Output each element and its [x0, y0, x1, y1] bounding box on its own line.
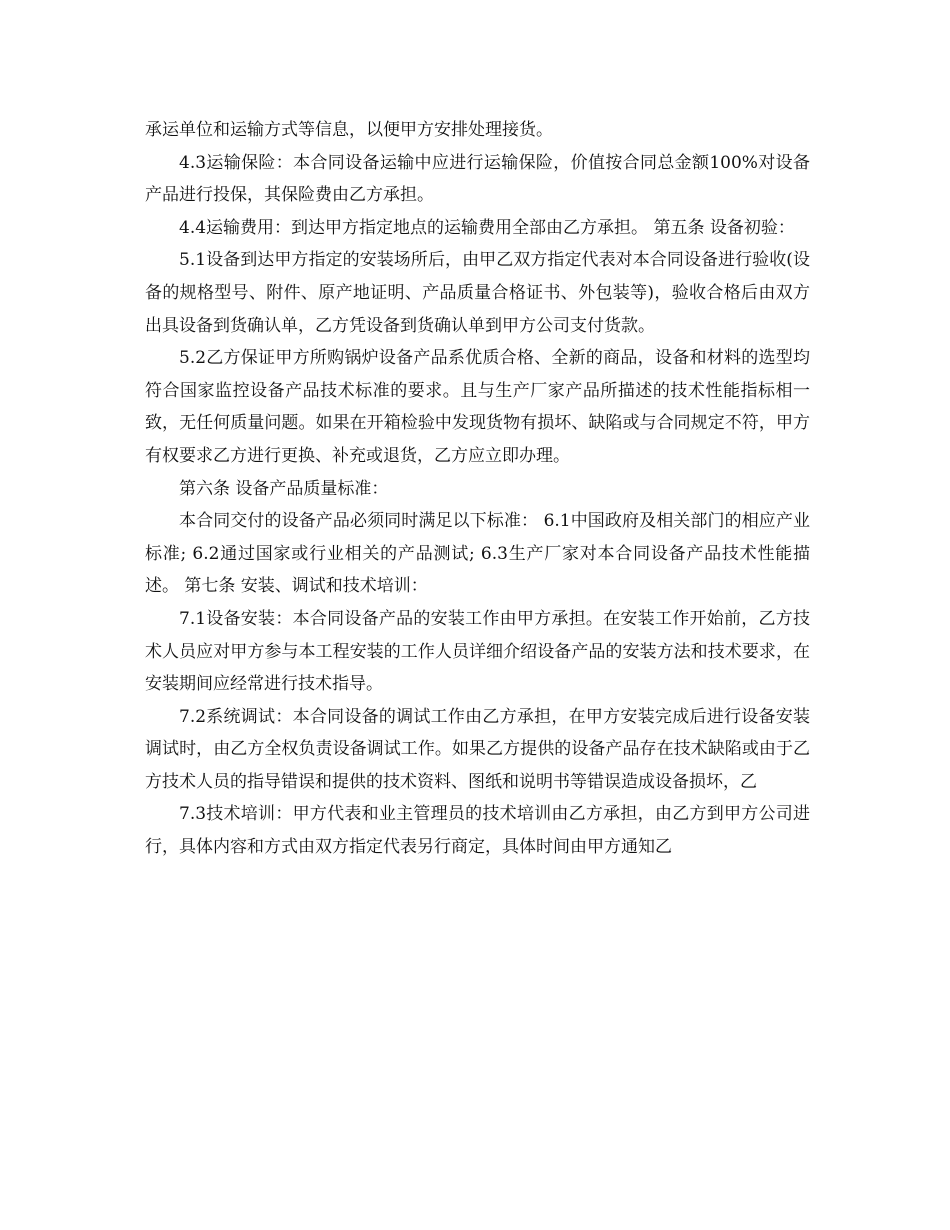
paragraph: 7.1设备安装：本合同设备产品的安装工作由甲方承担。在安装工作开始前，乙方技术人员应对甲方参与本工程安装的工作人员详细介绍设备产品的安装方法和技术要求，在安装期间应经常进行技术指导。 — [145, 608, 810, 695]
paragraph: 5.2乙方保证甲方所购锅炉设备产品系优质合格、全新的商品，设备和材料的选型均符合国家监控设备产品技术标准的要求。且与生产厂家产品所描述的技术性能指标相一致，无任何质量问题。如果在开箱检验中发现货物有损坏、缺陷或与合同规定不符，甲方有权要求乙方进行更换、补充或退货，乙方应立即办理。 — [145, 348, 810, 466]
paragraph: 4.4运输费用：到达甲方指定地点的运输费用全部由乙方承担。 第五条 设备初验： — [179, 217, 795, 238]
paragraph: 承运单位和运输方式等信息，以便甲方安排处理接货。 — [145, 120, 553, 140]
paragraph: 第六条 设备产品质量标准： — [179, 478, 389, 499]
paragraph: 7.2系统调试：本合同设备的调试工作由乙方承担，在甲方安装完成后进行设备安装调试时，由乙方全权负责设备调试工作。如果乙方提供的设备产品存在技术缺陷或由于乙方技术人员的指导错误和提供的技术资料、图纸和说明书等错误造成设备损坏，乙 — [145, 706, 810, 792]
paragraph: 7.3技术培训：甲方代表和业主管理员的技术培训由乙方承担，由乙方到甲方公司进行，具体内容和方式由双方指定代表另行商定，具体时间由甲方通知乙 — [145, 804, 810, 858]
paragraph: 5.1设备到达甲方指定的安装场所后，由甲乙双方指定代表对本合同设备进行验收(设备的规格型号、附件、原产地证明、产品质量合格证书、外包装等)，验收合格后由双方出具设备到货确认单，乙方凭设备到货确认单到甲方公司支付货款。 — [145, 250, 810, 336]
paragraph: 本合同交付的设备产品必须同时满足以下标准： 6.1中国政府及相关部门的相应产业标准; 6.2通过国家或行业相关的产品测试; 6.3生产厂家对本合同设备产品技术性能描述。 第七条 安装、调试和技术培训： — [145, 511, 810, 597]
paragraph: 4.3运输保险：本合同设备运输中应进行运输保险，价值按合同总金额100%对设备产品进行投保，其保险费由乙方承担。 — [145, 152, 810, 206]
document-body — [145, 114, 810, 864]
